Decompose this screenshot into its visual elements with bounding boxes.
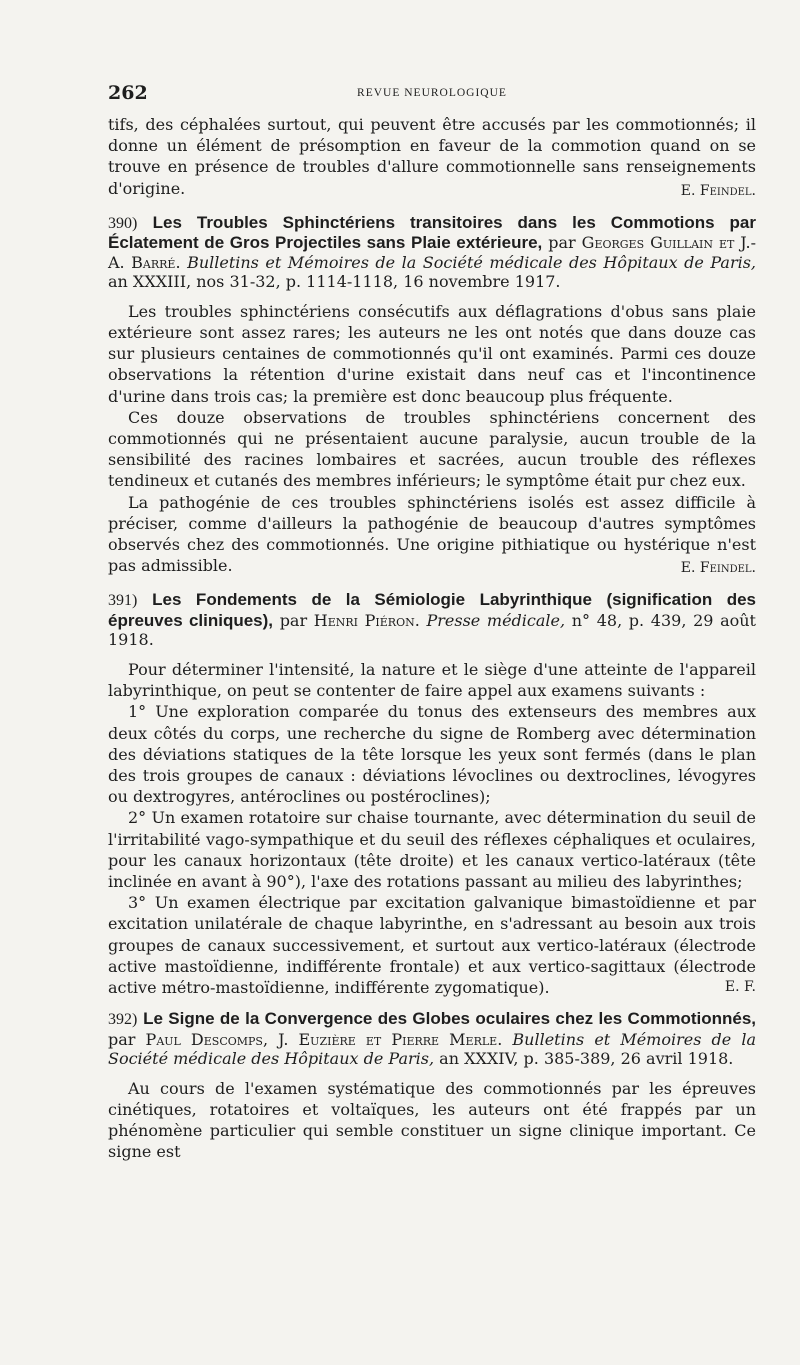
entry-details: n° 48, p. 439, 29 août 1918. (108, 610, 756, 650)
entry-number: 391) (108, 592, 138, 610)
entry-by: par (279, 610, 308, 630)
entry-by: par (548, 233, 576, 253)
entry-paragraph: 1° Une exploration comparée du tonus des extenseurs des membres aux deux côtés du corps, une recherche du signe de Romberg avec détermination des déviations statiques de la tête lorsque les yeux sont fermés (dans le plan des trois groupes de canaux : déviations lévoclines ou dextroclines, lévogyres ou dextrogyres, antéroclines ou postéroclines); (108, 702, 756, 807)
review-entry-390 (108, 213, 756, 577)
entry-paragraph: Au cours de l'examen systématique des commotionnés par les épreuves cinétiques, rotatoires et voltaïques, les auteurs ont été frappés par un phénomène particulier qui semble constituer un signe clinique important. Ce signe est (108, 1078, 756, 1162)
entry-title: Les Fondements de la Sémiologie Labyrinthique (signification des épreuves cliniques), (108, 590, 756, 630)
entry-paragraph: Ces douze observations de troubles sphinctériens concernent des commotionnés qui ne présentaient aucune paralysie, aucun trouble de la sensibilité des racines lombaires et sacrées, aucun trouble des réflexes tendineux et cutanés des membres inférieurs; le symptôme était pur chez eux. (108, 407, 756, 491)
review-entry-392 (108, 1009, 756, 1162)
entry-heading (108, 590, 756, 650)
entry-title: Le Signe de la Convergence des Globes oculaires chez les Commotionnés, (143, 1009, 756, 1029)
entry-body (108, 301, 756, 577)
entry-paragraph: 2° Un examen rotatoire sur chaise tournante, avec détermination du seuil de l'irritabilité vago-sympathique et du seuil des réflexes céphaliques et oculaires, pour les canaux horizontaux (tête droite) et les canaux vertico-latéraux (tête inclinée en avant à 90°), l'axe des rotations passant au milieu des labyrinthes; (108, 808, 756, 891)
entry-authors: Paul Descomps, J. Euzière et Pierre Merle. (145, 1029, 503, 1049)
entry-paragraph: Les troubles sphinctériens consécutifs aux déflagrations d'obus sans plaie extérieure sont assez rares; les auteurs ne les ont notés que dans douze cas sur plusieurs centaines de commotionnés qu'il ont examinés. Parmi ces douze observations la rétention d'urine existait dans neuf cas et l'incontinence d'urine dans trois cas; la première est donc beaucoup plus fréquente. (108, 301, 756, 406)
running-title: REVUE NEUROLOGIQUE (357, 87, 507, 99)
page-number: 262 (108, 82, 148, 104)
entry-signature: E. Feindel. (680, 560, 756, 577)
entry-body (108, 659, 756, 995)
journal-page (108, 78, 756, 1163)
entry-paragraph: Pour déterminer l'intensité, la nature et le siège d'une atteinte de l'appareil labyrinthique, on peut se contenter de faire appel aux examens suivants : (108, 659, 756, 701)
review-entry-391 (108, 590, 756, 995)
entry-journal: Bulletins et Mémoires de la Société médicale des Hôpitaux de Paris, (187, 252, 757, 272)
entry-paragraph: La pathogénie de ces troubles sphinctériens isolés est assez difficile à préciser, comme d'ailleurs la pathogénie de beaucoup d'autres symptômes observés chez des commotionnés. Une origine pithiatique ou hystérique n'est pas admissible. (108, 492, 756, 576)
entry-title: Les Troubles Sphinctériens transitoires dans les Commotions par Éclatement de Gros Projectiles sans Plaie extérieure, (108, 212, 757, 253)
entry-signature: E. F. (724, 979, 756, 996)
intro-signature: E. Feindel. (680, 182, 756, 199)
intro-section (108, 114, 756, 199)
intro-paragraph: tifs, des céphalées surtout, qui peuvent être accusés par les commotionnés; il donne un élément de présomption en faveur de la commotion quand on se trouve en présence de troubles d'allure commotionnelle sans renseignements d'origine. (108, 115, 756, 198)
entry-body (108, 1078, 756, 1163)
entry-journal: Presse médicale, (426, 610, 566, 630)
entry-details: an XXXIV, p. 385-389, 26 avril 1918. (439, 1049, 734, 1069)
entry-heading (108, 1009, 756, 1069)
page-header (108, 78, 756, 108)
entry-authors: Georges Guillain et J.-A. Barré. (108, 233, 756, 272)
entry-authors: Henri Piéron. (313, 610, 420, 630)
entry-paragraph: 3° Un examen électrique par excitation galvanique bimastoïdienne et par excitation unilatérale de chaque labyrinthe, en s'adressant au besoin aux trois groupes de canaux successivement, et surtout aux vertico-latéraux (électrode active mastoïdienne, indifférente frontale) et aux vertico-sagittaux (électrode active métro-mastoïdienne, indifférente zygomatique). (108, 893, 756, 997)
entry-heading (108, 213, 756, 292)
entry-number: 390) (108, 214, 138, 232)
entry-details: an XXXIII, nos 31-32, p. 1114-1118, 16 novembre 1917. (108, 272, 561, 292)
entry-journal: Bulletins et Mémoires de la Société médicale des Hôpitaux de Paris, (108, 1029, 756, 1069)
entry-number: 392) (108, 1011, 138, 1029)
entry-by: par (108, 1029, 136, 1049)
